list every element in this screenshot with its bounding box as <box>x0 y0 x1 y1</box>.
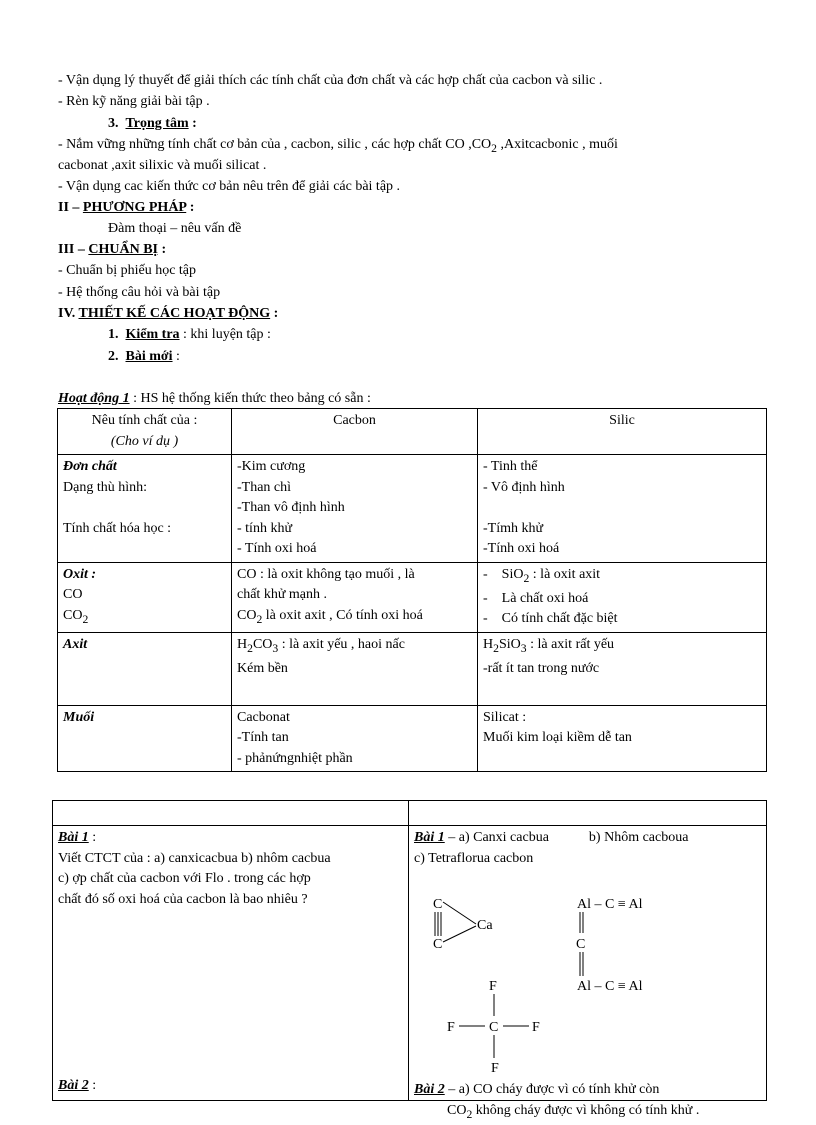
row-oxide-label-cell <box>58 562 232 632</box>
exercise-header-row <box>53 801 767 826</box>
list-item: -Tímh khử <box>483 520 544 536</box>
row-oxide-silicon-cell <box>478 562 767 632</box>
row-elemental-title: Đơn chất <box>63 459 117 474</box>
list-item: $H_2CO_3$ : là axit yếu , haoi nấc <box>237 636 405 655</box>
section-4-title: THIẾT KẾ CÁC HOẠT ĐỘNG <box>78 306 271 321</box>
cf4-f-top: F <box>489 979 497 994</box>
section-2-title: PHƯƠNG PHÁP <box>82 200 187 215</box>
section-3-prep-colon: : <box>157 242 167 257</box>
activity-1-rest: : HS hệ thống kiến thức theo bảng có sẵn : <box>129 391 371 406</box>
list-item: Muối kim loại kiềm dễ tan <box>483 730 632 746</box>
list-item: Kém bền <box>237 661 288 677</box>
row-salt-title: Muối <box>63 709 95 725</box>
item-1-number: 1. <box>108 327 119 342</box>
exercise-answer-cell <box>409 826 767 1121</box>
table-row <box>58 632 767 705</box>
al4c3-top: Al – C ≡ Al <box>577 897 643 912</box>
prep-item-1: - Chuẩn bị phiếu học tập <box>58 263 197 278</box>
cac2-c-bottom: C <box>433 937 443 952</box>
row-oxide-title: Oxit : <box>63 566 97 582</box>
exercise-header-right <box>409 801 767 826</box>
bai2-answer-line-2: $CO_2$ không cháy được vì không có tính khử . <box>447 1103 700 1121</box>
section-2-number: II – <box>58 200 83 215</box>
list-item: -Than chì <box>237 479 292 495</box>
intro-line-5: - Vận dụng cac kiến thức cơ bản nêu trên để giải các bài tập . <box>58 179 401 194</box>
intro-line-3-sub: 2 <box>491 141 497 155</box>
section-4-heading <box>58 305 278 323</box>
cac2-c-top: C <box>433 897 443 912</box>
item-1-rest: : khi luyện tập : <box>179 327 271 342</box>
list-item: $CO_2$ là oxit axit , Có tính oxi hoá <box>237 607 423 626</box>
table-row <box>58 562 767 632</box>
activity-1-title: Hoạt động 1 <box>58 391 130 406</box>
activity-1-heading <box>58 390 371 408</box>
section-3-prep-number: III – <box>58 242 89 257</box>
al4c3-middle-c: C <box>576 937 586 952</box>
row-salt-label-cell <box>58 705 232 772</box>
header-carbon-label: Cacbon <box>333 413 376 428</box>
list-item: CO : là oxit không tạo muối , là <box>237 566 415 582</box>
bai1-question-heading: Bài 1 : <box>58 830 97 845</box>
row-acid-carbon-cell <box>232 632 478 705</box>
cf4-f-bottom: F <box>491 1061 499 1076</box>
section-4-number: IV. <box>58 306 79 321</box>
section-3-prep-title: CHUẨN BỊ <box>88 242 158 257</box>
list-item: -Than vô định hình <box>237 500 345 515</box>
list-item: - tính khử <box>237 520 293 536</box>
properties-table <box>57 408 767 772</box>
list-item: $H_2SiO_3$ : là axit rất yếu <box>483 636 615 655</box>
cac2-ca: Ca <box>477 918 493 933</box>
cf4-f-left: F <box>447 1020 455 1035</box>
table-row <box>58 455 767 563</box>
list-item: -rất ít tan trong nước <box>483 661 600 677</box>
section-3-number: 3. <box>108 116 119 131</box>
section-2-body: Đàm thoại – nêu vấn đề <box>108 221 242 236</box>
structural-formulas <box>409 826 765 1096</box>
row-elemental-carbon-cell <box>232 455 478 563</box>
row-allotropes-label: Dạng thù hình: <box>63 479 147 495</box>
al4c3-bottom: Al – C ≡ Al <box>577 979 643 994</box>
section-2-heading <box>58 199 194 217</box>
header-property-label: Nêu tính chất của : <box>91 413 198 428</box>
list-item: - Tinh thể <box>483 459 538 474</box>
list-item: -Kim cương <box>237 459 306 474</box>
item-1-title: Kiểm tra <box>125 327 180 342</box>
section-3-title: Trọng tâm <box>125 116 189 131</box>
row-salt-silicon-cell <box>478 705 767 772</box>
bai1-answer-part-c: c) Tetraflorua cacbon <box>414 850 534 866</box>
bai2-question-heading: Bài 2 : <box>58 1078 97 1093</box>
list-item: chất khử mạnh . <box>237 587 328 602</box>
cf4-f-right: F <box>532 1020 540 1035</box>
item-2-rest: : <box>172 349 180 364</box>
table-header-row <box>58 409 767 455</box>
row-oxide-co2: $CO_2$ <box>63 607 89 626</box>
header-cell-carbon <box>232 409 478 455</box>
row-oxide-carbon-cell <box>232 562 478 632</box>
list-item: - phảnứngnhiệt phần <box>237 750 353 766</box>
bai2-answer-heading: Bài 2 – a) CO cháy được vì có tính khử còn <box>414 1082 660 1097</box>
cac2-bond <box>443 902 476 924</box>
header-property-example: (Cho ví dụ ) <box>110 433 179 449</box>
intro-line-2: - Rèn kỹ năng giải bài tập . <box>58 94 210 109</box>
intro-line-4: cacbonat ,axit silixic và muối silicat . <box>58 158 267 173</box>
row-oxide-co: CO <box>63 587 83 602</box>
prep-item-2: - Hệ thống câu hỏi và bài tập <box>58 285 221 300</box>
row-acid-label-cell <box>58 632 232 705</box>
list-item: Cacbonat <box>237 709 290 725</box>
section-3-colon: : <box>188 116 197 131</box>
cac2-bond <box>443 926 476 942</box>
section-3-prep-heading <box>58 241 166 259</box>
bai1-question-line: c) ợp chất của cacbon với Flo . trong các hợp <box>58 871 311 886</box>
row-acid-title: Axit <box>63 636 88 652</box>
list-item: Silicat : <box>483 709 527 725</box>
list-item: -Tính tan <box>237 730 289 746</box>
exercise-table <box>52 800 767 1121</box>
exercise-question-cell <box>53 826 409 1101</box>
row-elemental-silicon-cell <box>478 455 767 563</box>
item-2-title: Bài mới <box>125 349 173 364</box>
exercise-body-row <box>53 826 767 1101</box>
section-2-colon: : <box>186 200 195 215</box>
list-item: - Tính oxi hoá <box>237 541 317 556</box>
list-item: - Là chất oxi hoá <box>483 590 589 606</box>
intro-line-1: - Vận dụng lý thuyết để giải thích các tính chất của đơn chất và các hợp chất của cacbon và silic . <box>58 73 603 88</box>
row-acid-silicon-cell <box>478 632 767 705</box>
section-3-heading <box>108 115 197 133</box>
bai1-question-line: Viết CTCT của : a) canxicacbua b) nhôm cacbua <box>58 850 331 866</box>
list-item: -Tính oxi hoá <box>483 541 560 556</box>
row-salt-carbon-cell <box>232 705 478 772</box>
list-item: - Có tính chất đặc biệt <box>483 611 618 627</box>
exercise-header-left <box>53 801 409 826</box>
list-item: - Vô định hình <box>483 479 565 495</box>
header-cell-silicon <box>478 409 767 455</box>
table-row <box>58 705 767 772</box>
intro-line-3-end: ,Axitcacbonic , muối <box>496 137 618 152</box>
intro-line-3-text: - Nắm vững những tính chất cơ bản của , cacbon, silic , các hợp chất CO ,CO <box>58 137 492 152</box>
row-chem-props-label: Tính chất hóa học : <box>63 520 172 536</box>
bai1-question-line: chất đó số oxi hoá của cacbon là bao nhiêu ? <box>58 891 308 907</box>
cf4-c: C <box>489 1020 499 1035</box>
section-4-item-1 <box>108 326 271 344</box>
list-item: - SiO$_2$ : là oxit axit <box>483 566 601 585</box>
item-2-number: 2. <box>108 349 119 364</box>
intro-line-3 <box>58 136 618 158</box>
row-elemental-label-cell <box>58 455 232 563</box>
section-4-item-2 <box>108 348 180 366</box>
section-4-colon: : <box>270 306 279 321</box>
bai1-answer-heading: Bài 1 – a) Canxi cacbua b) Nhôm cacboua <box>414 830 689 845</box>
header-cell-property <box>58 409 232 455</box>
header-silicon-label: Silic <box>609 413 635 428</box>
